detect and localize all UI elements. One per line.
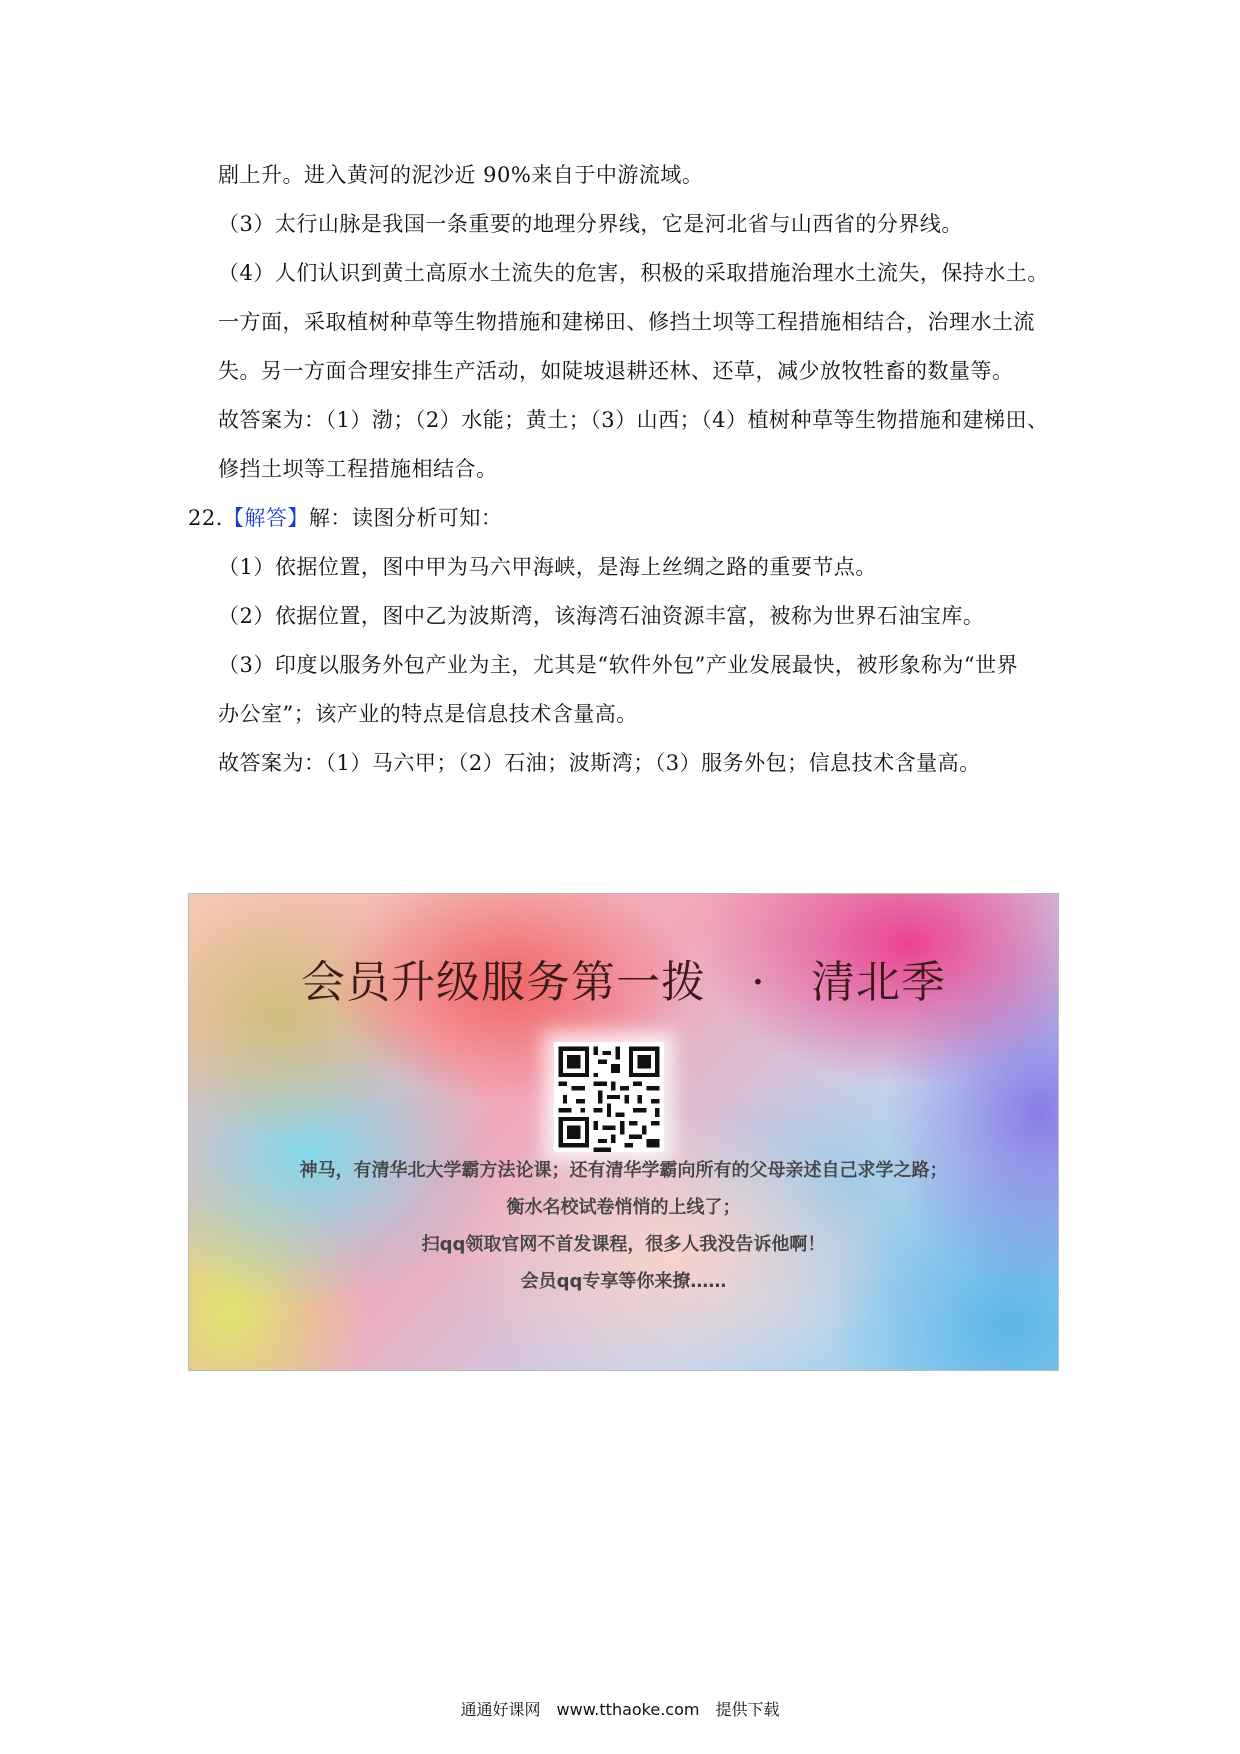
answer-line: 故答案为：（1）马六甲；（2）石油；波斯湾；（3）服务外包；信息技术含量高。 (218, 751, 981, 775)
page-footer: 通通好课网 www.tthaoke.com 提供下载 (460, 1700, 780, 1719)
promo-line: 会员qq专享等你来撩…… (520, 1271, 727, 1292)
answer-intro: 解：读图分析可知： (308, 506, 503, 530)
answer-line: （3）太行山脉是我国一条重要的地理分界线，它是河北省与山西省的分界线。 (218, 212, 963, 236)
answer-line: 失。另一方面合理安排生产活动，如陡坡退耕还林、还草，减少放牧牲畜的数量等。 (218, 359, 1014, 383)
question-22-header (188, 503, 502, 533)
answer-line: 剧上升。进入黄河的泥沙近 90%来自于中游流域。 (218, 163, 704, 187)
answer-tag: 【解答】 (222, 506, 309, 530)
promo-line: 扫qq领取官网不首发课程，很多人我没告诉他啊！ (421, 1234, 826, 1255)
answer-line: 故答案为：（1）渤；（2）水能；黄土；（3）山西；（4）植树种草等生物措施和建梯田、 (218, 408, 1049, 432)
answer-line: 修挡土坝等工程措施相结合。 (218, 457, 498, 481)
answer-line: 一方面，采取植树种草等生物措施和建梯田、修挡土坝等工程措施相结合，治理水土流 (218, 310, 1035, 334)
answer-line: 办公室”；该产业的特点是信息技术含量高。 (218, 702, 638, 726)
answer-line: （4）人们认识到黄土高原水土流失的危害，积极的采取措施治理水土流失，保持水土。 (218, 261, 1049, 285)
promo-banner (188, 893, 1059, 1371)
qr-code-icon[interactable] (554, 1042, 664, 1152)
answer-line: （1）依据位置，图中甲为马六甲海峡，是海上丝绸之路的重要节点。 (218, 555, 877, 579)
banner-title: 会员升级服务第一拨 · 清北季 (301, 957, 946, 1008)
promo-line: 神马，有清华北大学霸方法论课；还有清华学霸向所有的父母亲述自己求学之路； (299, 1160, 948, 1181)
promo-line: 衡水名校试卷悄悄的上线了； (506, 1197, 741, 1218)
answer-line: （3）印度以服务外包产业为主，尤其是“软件外包”产业发展最快，被形象称为“世界 (218, 653, 1019, 677)
answer-line: （2）依据位置，图中乙为波斯湾，该海湾石油资源丰富，被称为世界石油宝库。 (218, 604, 985, 628)
question-number: 22. (188, 506, 223, 530)
